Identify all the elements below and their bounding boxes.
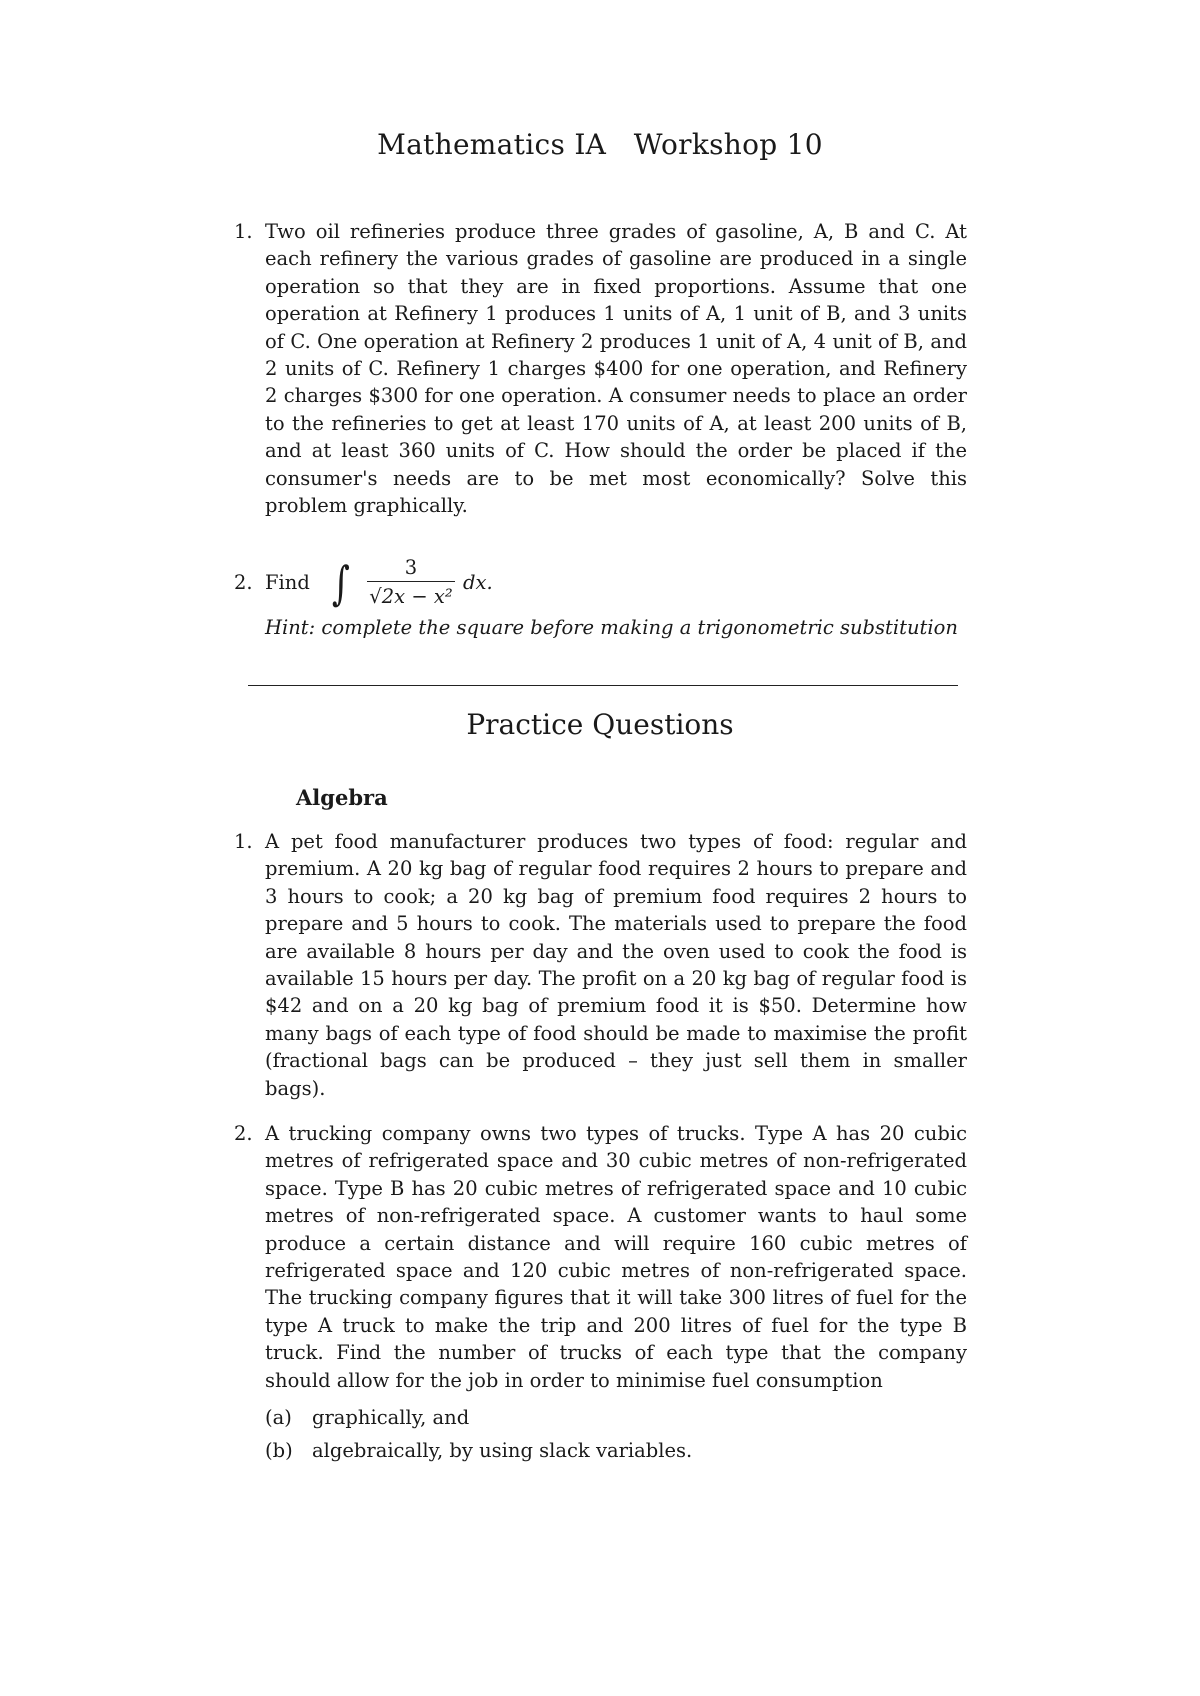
workshop-question-2 [234, 555, 965, 615]
question-number: 1. [234, 830, 253, 853]
question-number: 1. [234, 220, 253, 243]
question-number: 2. [234, 571, 253, 594]
sub-part-text: graphically, and [312, 1406, 470, 1430]
sub-part-text: algebraically, by using slack variables. [312, 1439, 693, 1463]
question-text: A pet food manufacturer produces two types of food: regular and premium. A 20 kg bag of regular food requires 2 hours to prepare and 3 hours to cook; a 20 kg bag of premium food requires 2 hours to prepare and 5 hours to cook. The materials used to prepare the food are available 8 hours per day and the oven used to cook the food is available 15 hours per day. The profit on a 20 kg bag of regular food is $42 and on a 20 kg bag of premium food it is $50. Determine how many bags of each type of food should be made to maximise the profit (fractional bags can be produced – they just sell them in smaller bags). [265, 830, 967, 1100]
integrand-fraction [365, 555, 457, 612]
practice-question-2 [234, 1120, 967, 1465]
sub-part-a [265, 1404, 967, 1431]
question-text: A trucking company owns two types of trucks. Type A has 20 cubic metres of refrigerated space and 30 cubic metres of non-refrigerated space. Type B has 20 cubic metres of refrigerated space and 10 cubic metres of non-refrigerated space. A customer wants to haul some produce a certain distance and will require 160 cubic metres of refrigerated space and 120 cubic metres of non-refrigerated space. The trucking company figures that it will take 300 litres of fuel for the type A truck to make the trip and 200 litres of fuel for the type B truck. Find the number of trucks of each type that the company should allow for the job in order to minimise fuel consumption [265, 1122, 967, 1392]
sub-part-label: (a) [265, 1406, 292, 1430]
question-number: 2. [234, 1122, 253, 1145]
sub-part-label: (b) [265, 1439, 293, 1463]
numerator: 3 [404, 556, 418, 579]
find-label: Find [265, 571, 310, 594]
denominator: √2x − x² [369, 585, 453, 608]
differential: dx. [463, 571, 493, 594]
question-text: Two oil refineries produce three grades of gasoline, A, B and C. At each refinery the various grades of gasoline are produced in a single operation so that they are in fixed proportions. Assume that one operation at Refinery 1 produces 1 units of A, 1 unit of B, and 3 units of C. One operation at Refinery 2 produces 1 unit of A, 4 unit of B, and 2 units of C. Refinery 1 charges $400 for one operation, and Refinery 2 charges $300 for one operation. A consumer needs to place an order to the refineries to get at least 170 units of A, at least 200 units of B, and at least 360 units of C. How should the order be placed if the consumer's needs are to be met most economically? Solve this problem graphically. [265, 220, 967, 518]
practice-title: Practice Questions [466, 708, 734, 741]
practice-question-1 [234, 828, 967, 1102]
integral-sign: ∫ [331, 556, 350, 610]
algebra-heading: Algebra [296, 785, 388, 810]
workshop-question-1 [234, 218, 967, 519]
page-title: Mathematics IA Workshop 10 [377, 128, 823, 161]
section-divider [248, 685, 958, 686]
hint-text: Hint: complete the square before making a trigonometric substitution [265, 616, 958, 639]
sub-part-b [265, 1437, 967, 1464]
